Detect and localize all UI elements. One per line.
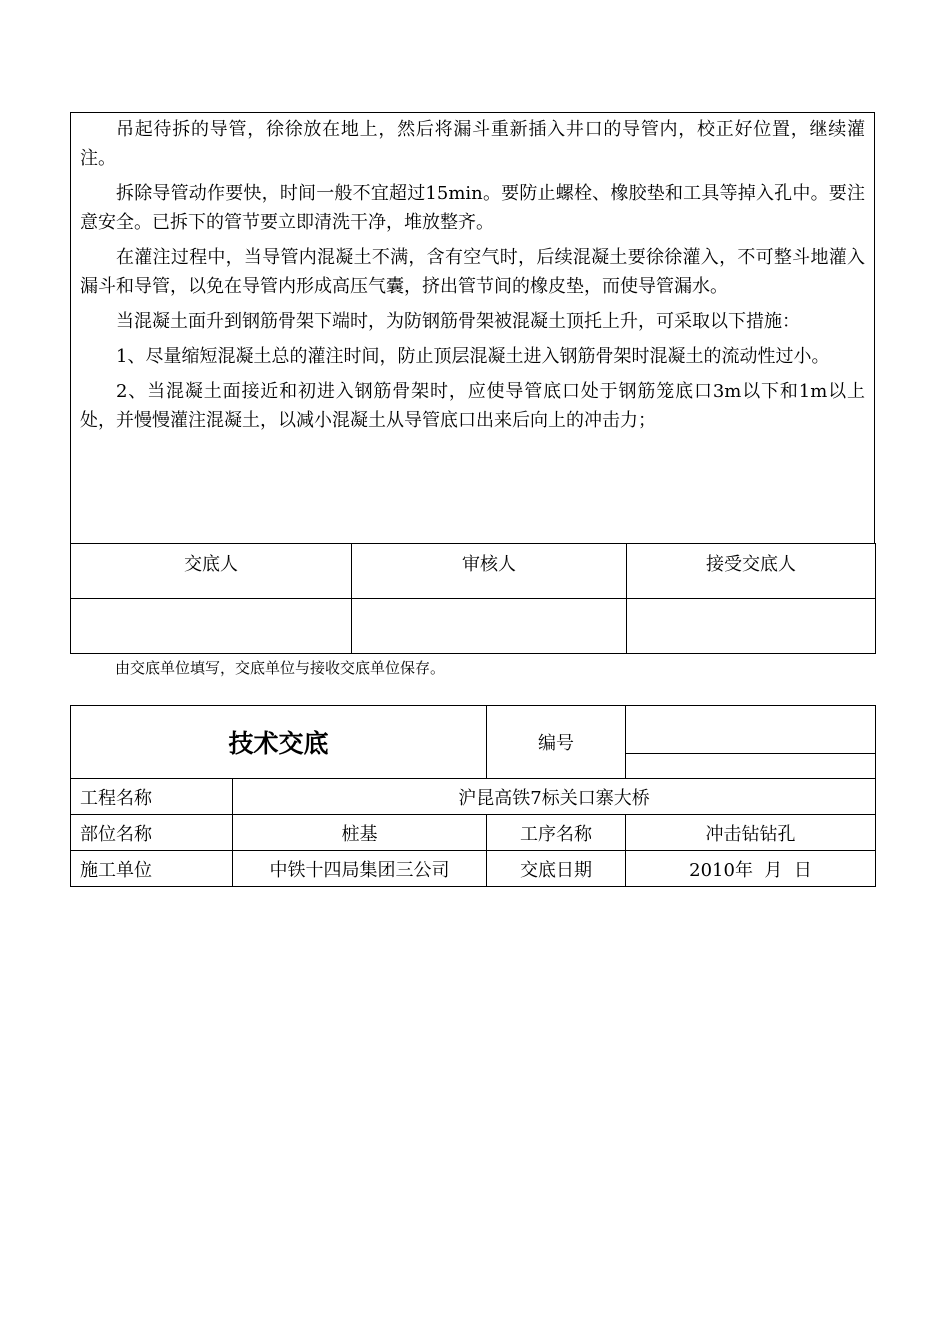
reviewer-label: 审核人 [352, 544, 627, 599]
receiver-signature[interactable] [627, 599, 876, 654]
number-value-top[interactable] [626, 706, 876, 754]
reviewer-signature[interactable] [352, 599, 627, 654]
project-label: 工程名称 [71, 779, 233, 815]
header-table [70, 705, 876, 887]
project-value: 沪昆高铁7标关口寨大桥 [233, 779, 876, 815]
document-title: 技术交底 [71, 706, 487, 779]
paragraph-1: 吊起待拆的导管，徐徐放在地上，然后将漏斗重新插入井口的导管内，校正好位置，继续灌注。 [80, 119, 865, 169]
part-label: 部位名称 [71, 815, 233, 851]
receiver-label: 接受交底人 [627, 544, 876, 599]
unit-value: 中铁十四局集团三公司 [233, 851, 487, 887]
unit-label: 施工单位 [71, 851, 233, 887]
handover-person-signature[interactable] [71, 599, 352, 654]
process-value: 冲击钻钻孔 [626, 815, 876, 851]
number-label: 编号 [487, 706, 626, 779]
footnote: 由交底单位填写，交底单位与接收交底单位保存。 [115, 659, 446, 677]
content-box [70, 112, 875, 543]
handover-person-label: 交底人 [71, 544, 352, 599]
number-value-bottom[interactable] [626, 754, 876, 779]
date-label: 交底日期 [487, 851, 626, 887]
signature-header-row [71, 544, 876, 599]
paragraph-5: 1、尽量缩短混凝土总的灌注时间，防止顶层混凝土进入钢筋骨架时混凝土的流动性过小。 [116, 346, 830, 367]
part-value: 桩基 [233, 815, 487, 851]
paragraph-3: 在灌注过程中，当导管内混凝土不满，含有空气时，后续混凝土要徐徐灌入，不可整斗地灌入漏斗和导管，以免在导管内形成高压气囊，挤出管节间的橡皮垫，而使导管漏水。 [80, 247, 865, 297]
signature-blank-row [71, 599, 876, 654]
process-label: 工序名称 [487, 815, 626, 851]
signature-table [70, 543, 876, 654]
date-value: 2010年 月 日 [626, 851, 876, 887]
paragraph-6: 2、当混凝土面接近和初进入钢筋骨架时，应使导管底口处于钢筋笼底口3m以下和1m以上处，并慢慢灌注混凝土，以减小混凝土从导管底口出来后向上的冲击力； [80, 381, 865, 431]
paragraph-2: 拆除导管动作要快，时间一般不宜超过15min。要防止螺栓、橡胶垫和工具等掉入孔中。要注意安全。已拆下的管节要立即清洗干净，堆放整齐。 [80, 183, 865, 233]
paragraph-4: 当混凝土面升到钢筋骨架下端时，为防钢筋骨架被混凝土顶托上升，可采取以下措施： [116, 311, 800, 332]
